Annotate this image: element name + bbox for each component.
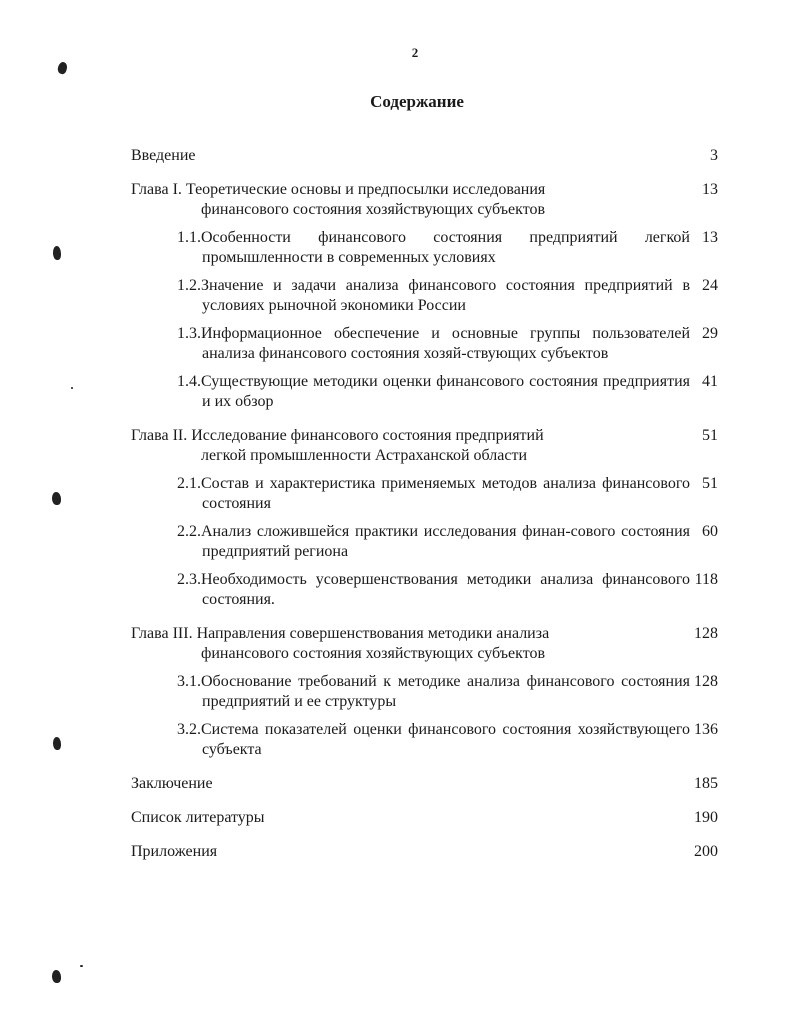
toc-entry-text: 1.4.Существующие методики оценки финансового состояния предприятия и их обзор xyxy=(177,373,690,410)
toc-entry-line: финансового состояния хозяйствующих субъектов xyxy=(201,645,546,662)
scan-dot-icon xyxy=(71,387,73,389)
scan-mark-icon xyxy=(56,61,69,75)
toc-entry-text: 1.1.Особенности финансового состояния предприятий легкой промышленности в современных условиях xyxy=(177,229,690,266)
toc-entry-page: 136 xyxy=(694,721,718,738)
toc-entry-section-3-1 xyxy=(131,672,721,712)
toc-entry-text: 3.1.Обоснование требований к методике анализа финансового состояния предприятий и ее структуры xyxy=(177,673,690,710)
toc-entry-references xyxy=(131,808,721,828)
toc-entry-line: финансового состояния хозяйствующих субъектов xyxy=(201,201,546,218)
toc-entry-text xyxy=(131,624,671,664)
toc-entry-page: 29 xyxy=(702,325,718,342)
toc-entry-text: Введение xyxy=(131,147,196,164)
toc-entry-text: 3.2.Система показателей оценки финансового состояния хозяйствующего субъекта xyxy=(177,721,690,758)
toc-entry-text xyxy=(131,426,671,466)
toc-entry-chapter-2 xyxy=(131,426,721,466)
toc-entry-page: 3 xyxy=(710,147,718,164)
toc-entry-section-3-2 xyxy=(131,720,721,760)
scan-dot-icon xyxy=(80,965,83,967)
table-of-contents xyxy=(131,146,721,862)
toc-entry-line: легкой промышленности Астраханской области xyxy=(201,447,527,464)
toc-title: Содержание xyxy=(370,92,464,111)
toc-entry-page: 128 xyxy=(694,673,718,690)
toc-entry-introduction xyxy=(131,146,721,166)
toc-entry-page: 51 xyxy=(702,475,718,492)
toc-entry-text: Список литературы xyxy=(131,809,265,826)
toc-entry-chapter-3 xyxy=(131,624,721,664)
toc-entry-section-1-1 xyxy=(131,228,721,268)
toc-entry-line: Глава II. Исследование финансового состояния предприятий xyxy=(131,427,544,444)
toc-entry-page: 190 xyxy=(694,809,718,826)
toc-entry-text: 1.3.Информационное обеспечение и основные группы пользователей анализа финансового состояния хозяй-ствующих субъектов xyxy=(177,325,690,362)
toc-entry-page: 13 xyxy=(702,181,718,198)
toc-entry-line: Глава I. Теоретические основы и предпосылки исследования xyxy=(131,181,546,198)
toc-entry-text: Приложения xyxy=(131,843,218,860)
scan-mark-icon xyxy=(53,737,61,750)
toc-entry-text: 2.1.Состав и характеристика применяемых методов анализа финансового состояния xyxy=(177,475,690,512)
toc-entry-page: 24 xyxy=(702,277,718,294)
scan-mark-icon xyxy=(53,246,61,260)
toc-entry-page: 118 xyxy=(694,571,718,588)
toc-entry-page: 41 xyxy=(702,373,718,390)
toc-entry-page: 13 xyxy=(702,229,718,246)
toc-entry-section-1-4 xyxy=(131,372,721,412)
toc-entry-text: 1.2.Значение и задачи анализа финансового состояния предприятий в условиях рыночной экономики России xyxy=(177,277,690,314)
toc-entry-line: Глава III. Направления совершенствования методики анализа xyxy=(131,625,550,642)
scan-mark-icon xyxy=(52,492,61,505)
toc-entry-text: 2.2.Анализ сложившейся практики исследования финан-сового состояния предприятий региона xyxy=(177,523,690,560)
scan-mark-icon xyxy=(52,970,61,983)
toc-entry-section-2-2 xyxy=(131,522,721,562)
toc-entry-page: 60 xyxy=(702,523,718,540)
toc-entry-section-2-1 xyxy=(131,474,721,514)
toc-entry-appendices xyxy=(131,842,721,862)
toc-entry-page: 200 xyxy=(694,843,718,860)
toc-entry-section-2-3 xyxy=(131,570,721,610)
toc-entry-page: 185 xyxy=(694,775,718,792)
toc-entry-page: 51 xyxy=(702,427,718,444)
toc-entry-text: Заключение xyxy=(131,775,213,792)
toc-entry-section-1-2 xyxy=(131,276,721,316)
toc-entry-text xyxy=(131,180,671,220)
toc-entry-section-1-3 xyxy=(131,324,721,364)
toc-entry-page: 128 xyxy=(694,625,718,642)
toc-entry-chapter-1 xyxy=(131,180,721,220)
page-number: 2 xyxy=(411,45,419,60)
toc-entry-text: 2.3.Необходимость усовершенствования методики анализа финансового состояния. xyxy=(177,571,690,608)
toc-entry-conclusion xyxy=(131,774,721,794)
